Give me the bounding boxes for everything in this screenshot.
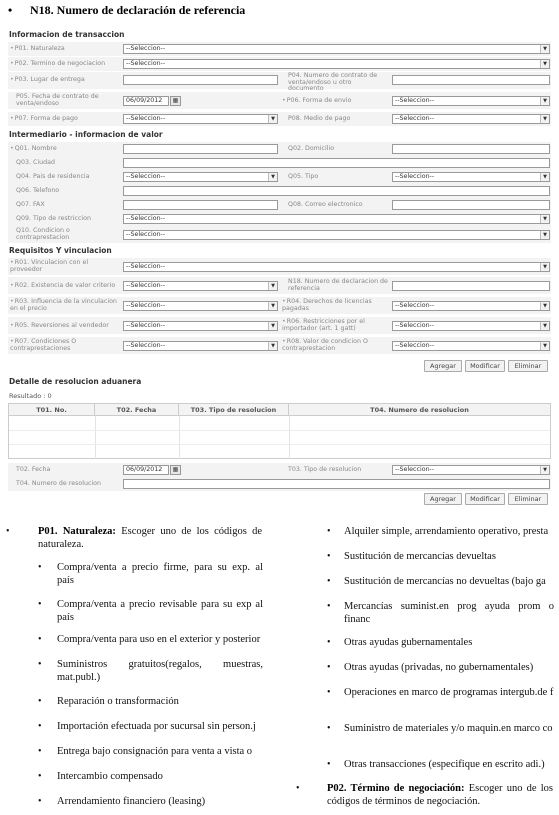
input-q06-telefono[interactable] bbox=[123, 186, 550, 196]
declaration-form bbox=[6, 24, 551, 514]
bullet-glyph: • bbox=[8, 3, 13, 17]
bullet-glyph: • bbox=[296, 783, 300, 794]
label-r01: •R01. Vinculacion con el proveedor bbox=[10, 259, 89, 273]
add-button[interactable]: Agregar bbox=[424, 360, 462, 372]
calendar-icon[interactable]: ▦ bbox=[170, 96, 181, 106]
row-q09 bbox=[8, 212, 551, 226]
chevron-down-icon: ▼ bbox=[540, 302, 549, 310]
table-header bbox=[9, 404, 550, 416]
input-p03-lugar[interactable] bbox=[123, 75, 278, 85]
modify-button[interactable]: Modificar bbox=[465, 360, 505, 372]
list-bullet: • bbox=[327, 759, 331, 770]
select-r01-vinculacion[interactable]: --Seleccion-- ▼ bbox=[123, 262, 550, 272]
row-q04-q05 bbox=[8, 170, 551, 184]
p01-description: P01. Naturaleza: Escoger uno de los códigos de naturaleza. bbox=[38, 526, 262, 550]
input-q03-ciudad[interactable] bbox=[123, 158, 550, 168]
list-item: Compra/venta para uso en el exterior y posterior bbox=[57, 634, 261, 645]
label-t03: T03. Tipo de resolucion bbox=[288, 466, 362, 473]
heading-text: N18. Numero de declaración de referencia bbox=[30, 3, 246, 17]
chevron-down-icon: ▼ bbox=[268, 322, 277, 330]
select-p08-medio-pago[interactable]: --Seleccion-- ▼ bbox=[392, 114, 550, 124]
col-t02[interactable]: T02. Fecha bbox=[95, 404, 179, 416]
chevron-down-icon: ▼ bbox=[540, 60, 549, 68]
list-item: Sustitución de mercancías devueltas bbox=[344, 551, 496, 562]
select-p07-forma-pago[interactable]: --Seleccion-- ▼ bbox=[123, 114, 278, 124]
select-t03-tipo-resolucion[interactable]: --Seleccion-- ▼ bbox=[392, 465, 550, 475]
bullet-glyph: • bbox=[6, 526, 10, 537]
table-divider bbox=[179, 416, 180, 459]
label-q04: Q04. Pais de residencia bbox=[16, 173, 90, 180]
input-q08-correo[interactable] bbox=[392, 200, 550, 210]
chevron-down-icon: ▼ bbox=[540, 97, 549, 105]
table-divider bbox=[95, 416, 96, 459]
list-bullet: • bbox=[38, 562, 42, 573]
table-divider bbox=[289, 416, 290, 459]
list-bullet: • bbox=[327, 601, 331, 612]
list-item: Suministros gratuitos(regalos, muestras, mat.publ.) bbox=[57, 659, 263, 683]
chevron-down-icon: ▼ bbox=[540, 231, 549, 239]
label-q08: Q08. Correo electronico bbox=[288, 201, 363, 208]
list-item: Compra/venta a precio revisable para su exp al país bbox=[57, 599, 263, 623]
label-q05: Q05. Tipo bbox=[288, 173, 319, 180]
list-bullet: • bbox=[38, 634, 42, 645]
col-t01[interactable]: T01. No. bbox=[9, 404, 95, 416]
label-t04: T04. Numero de resolucion bbox=[16, 480, 102, 487]
row-p01 bbox=[8, 42, 551, 56]
table-row bbox=[9, 430, 550, 431]
chevron-down-icon: ▼ bbox=[268, 115, 277, 123]
chevron-down-icon: ▼ bbox=[540, 322, 549, 330]
list-bullet: • bbox=[38, 746, 42, 757]
label-p02: •P02. Termino de negociacion bbox=[10, 60, 106, 67]
row-p05-p06 bbox=[8, 92, 551, 109]
chevron-down-icon: ▼ bbox=[540, 263, 549, 271]
list-item: Otras ayudas (privadas, no gubernamentales) bbox=[344, 662, 534, 673]
resolution-table bbox=[8, 403, 551, 459]
select-q10-condicion[interactable]: --Seleccion-- ▼ bbox=[123, 230, 550, 240]
table-row bbox=[9, 444, 550, 445]
select-q05-tipo[interactable]: --Seleccion-- ▼ bbox=[392, 172, 550, 182]
select-r02-valor-criterio[interactable]: --Seleccion-- ▼ bbox=[123, 281, 278, 291]
list-item: Intercambio compensado bbox=[57, 771, 163, 782]
list-item: Mercancías suminist.en prog ayuda prom o financ bbox=[344, 601, 554, 625]
select-r06-restricciones[interactable]: --Seleccion-- ▼ bbox=[392, 321, 550, 331]
label-q02: Q02. Domicilio bbox=[288, 145, 335, 152]
row-q10 bbox=[8, 226, 551, 243]
list-item: Suministro de materiales y/o maquin.en marco co bbox=[344, 723, 553, 734]
list-item: Otras transacciones (especifique en escrito adi.) bbox=[344, 759, 545, 770]
input-q02-domicilio[interactable] bbox=[392, 144, 550, 154]
row-r02-n18 bbox=[8, 277, 551, 294]
row-q06 bbox=[8, 184, 551, 198]
section-transaction-title: Informacion de transaccion bbox=[9, 30, 125, 39]
label-p07: •P07. Forma de pago bbox=[10, 115, 78, 122]
label-q03: Q03. Ciudad bbox=[16, 159, 55, 166]
select-q04-pais[interactable]: --Seleccion-- ▼ bbox=[123, 172, 278, 182]
select-r05-reversiones[interactable]: --Seleccion-- ▼ bbox=[123, 321, 278, 331]
select-p01-naturaleza[interactable]: --Seleccion-- ▼ bbox=[123, 44, 550, 54]
label-p03: •P03. Lugar de entrega bbox=[10, 76, 85, 83]
row-t04 bbox=[8, 477, 551, 491]
p02-description: P02. Término de negociación: Escoger uno de los códigos de términos de negociación. bbox=[327, 783, 553, 807]
row-r03-r04 bbox=[8, 297, 551, 314]
label-p06: •P06. Forma de envio bbox=[282, 97, 352, 104]
select-r08-valor-condicion[interactable]: --Seleccion-- ▼ bbox=[392, 341, 550, 351]
list-bullet: • bbox=[38, 696, 42, 707]
select-q09-restriccion[interactable]: --Seleccion-- ▼ bbox=[123, 214, 550, 224]
list-item: Entrega bajo consignación para venta a vista o bbox=[57, 746, 253, 757]
label-q07: Q07. FAX bbox=[16, 201, 45, 208]
modify-button-detail[interactable]: Modificar bbox=[465, 493, 505, 505]
label-p04: P04. Numero de contrato de venta/endoso u otro documento bbox=[288, 72, 378, 93]
list-item: Compra/venta a precio firme, para su exp. al país bbox=[57, 562, 263, 586]
select-r03-influencia[interactable]: --Seleccion-- ▼ bbox=[123, 301, 278, 311]
label-t02: T02. Fecha bbox=[16, 466, 51, 473]
input-q07-fax[interactable] bbox=[123, 200, 278, 210]
list-bullet: • bbox=[327, 723, 331, 734]
list-bullet: • bbox=[38, 599, 42, 610]
row-q07-q08 bbox=[8, 198, 551, 212]
list-bullet: • bbox=[327, 576, 331, 587]
list-item: Operaciones en marco de programas intergub.de f bbox=[344, 687, 554, 698]
select-r07-condiciones[interactable]: --Seleccion-- ▼ bbox=[123, 341, 278, 351]
row-p07-p08 bbox=[8, 112, 551, 126]
list-bullet: • bbox=[38, 771, 42, 782]
list-bullet: • bbox=[327, 551, 331, 562]
list-item: Sustitución de mercancías no devueltas (bajo ga bbox=[344, 576, 546, 587]
chevron-down-icon: ▼ bbox=[540, 173, 549, 181]
select-p02-termino[interactable]: --Seleccion-- ▼ bbox=[123, 59, 550, 69]
col-t03[interactable]: T03. Tipo de resolucion bbox=[179, 404, 289, 416]
label-r02: •R02. Existencia de valor criterio bbox=[10, 282, 116, 289]
row-r05-r06 bbox=[8, 317, 551, 334]
row-q01-q02 bbox=[8, 142, 551, 156]
calendar-icon[interactable]: ▦ bbox=[170, 465, 181, 475]
list-item: Otras ayudas gubernamentales bbox=[344, 637, 473, 648]
select-p06-envio[interactable]: --Seleccion-- ▼ bbox=[392, 96, 550, 106]
chevron-down-icon: ▼ bbox=[540, 466, 549, 474]
section-detail-title: Detalle de resolucion aduanera bbox=[9, 377, 142, 386]
chevron-down-icon: ▼ bbox=[268, 342, 277, 350]
label-r03: •R03. Influencia de la vinculacion en el precio bbox=[10, 298, 117, 312]
label-p05: P05. Fecha de contrato de venta/endoso bbox=[16, 93, 99, 107]
row-p02 bbox=[8, 57, 551, 71]
input-p04-contrato[interactable] bbox=[392, 75, 550, 85]
list-bullet: • bbox=[327, 687, 331, 698]
label-q09: Q09. Tipo de restriccion bbox=[16, 215, 92, 222]
label-p01: •P01. Naturaleza bbox=[10, 45, 65, 52]
label-r04: •R04. Derechos de licencias pagadas bbox=[282, 298, 372, 312]
row-r07-r08 bbox=[8, 337, 551, 354]
p01-term: P01. Naturaleza: bbox=[38, 526, 116, 537]
delete-button-detail[interactable]: Eliminar bbox=[508, 493, 548, 505]
document-heading bbox=[8, 3, 245, 18]
list-item: Alquiler simple, arrendamiento operativo, presta bbox=[344, 526, 549, 537]
col-t04[interactable]: T04. Numero de resolucion bbox=[370, 406, 469, 414]
select-r04-licencias[interactable]: --Seleccion-- ▼ bbox=[392, 301, 550, 311]
input-p05-fecha[interactable]: 06/09/2012 bbox=[123, 96, 169, 106]
row-q03 bbox=[8, 156, 551, 170]
input-t02-fecha[interactable]: 06/09/2012 bbox=[123, 465, 169, 475]
chevron-down-icon: ▼ bbox=[540, 115, 549, 123]
input-n18-declaracion[interactable] bbox=[392, 281, 550, 291]
input-q01-nombre[interactable] bbox=[123, 144, 278, 154]
add-button-detail[interactable]: Agregar bbox=[424, 493, 462, 505]
input-t04-numero[interactable] bbox=[123, 479, 550, 489]
list-item: Reparación o transformación bbox=[57, 696, 179, 707]
label-r07: •R07. Condiciones O contraprestaciones bbox=[10, 338, 77, 352]
row-r01 bbox=[8, 258, 551, 275]
result-count: Resultado : 0 bbox=[9, 392, 52, 400]
section-requirements-title: Requisitos Y vinculacion bbox=[9, 246, 112, 255]
chevron-down-icon: ▼ bbox=[268, 173, 277, 181]
list-bullet: • bbox=[38, 721, 42, 732]
label-r08: •R08. Valor de condicion O contraprestacion bbox=[282, 338, 368, 352]
list-bullet: • bbox=[327, 662, 331, 673]
chevron-down-icon: ▼ bbox=[540, 45, 549, 53]
chevron-down-icon: ▼ bbox=[540, 215, 549, 223]
p02-term: P02. Término de negociación: bbox=[327, 783, 465, 794]
label-q01: •Q01. Nombre bbox=[10, 145, 57, 152]
chevron-down-icon: ▼ bbox=[540, 342, 549, 350]
list-bullet: • bbox=[38, 659, 42, 670]
label-p08: P08. Medio de pago bbox=[288, 115, 351, 122]
label-r06: •R06. Restricciones por el importador (art. 1 gatt) bbox=[282, 318, 365, 332]
list-bullet: • bbox=[327, 637, 331, 648]
section-intermediary-title: Intermediario - informacion de valor bbox=[9, 130, 163, 139]
delete-button[interactable]: Eliminar bbox=[508, 360, 548, 372]
list-bullet: • bbox=[38, 796, 42, 807]
list-item: Importación efectuada por sucursal sin person.j bbox=[57, 721, 256, 732]
chevron-down-icon: ▼ bbox=[268, 302, 277, 310]
label-q10: Q10. Condicion o contraprestacion bbox=[16, 227, 70, 241]
label-n18: N18. Numero de declaracion de referencia bbox=[288, 278, 388, 292]
chevron-down-icon: ▼ bbox=[268, 282, 277, 290]
label-r05: •R05. Reversiones al vendedor bbox=[10, 322, 109, 329]
row-p03-p04 bbox=[8, 72, 551, 93]
list-bullet: • bbox=[327, 526, 331, 537]
row-t02-t03 bbox=[8, 463, 551, 477]
label-q06: Q06. Telefono bbox=[16, 187, 60, 194]
list-item: Arrendamiento financiero (leasing) bbox=[57, 796, 206, 807]
